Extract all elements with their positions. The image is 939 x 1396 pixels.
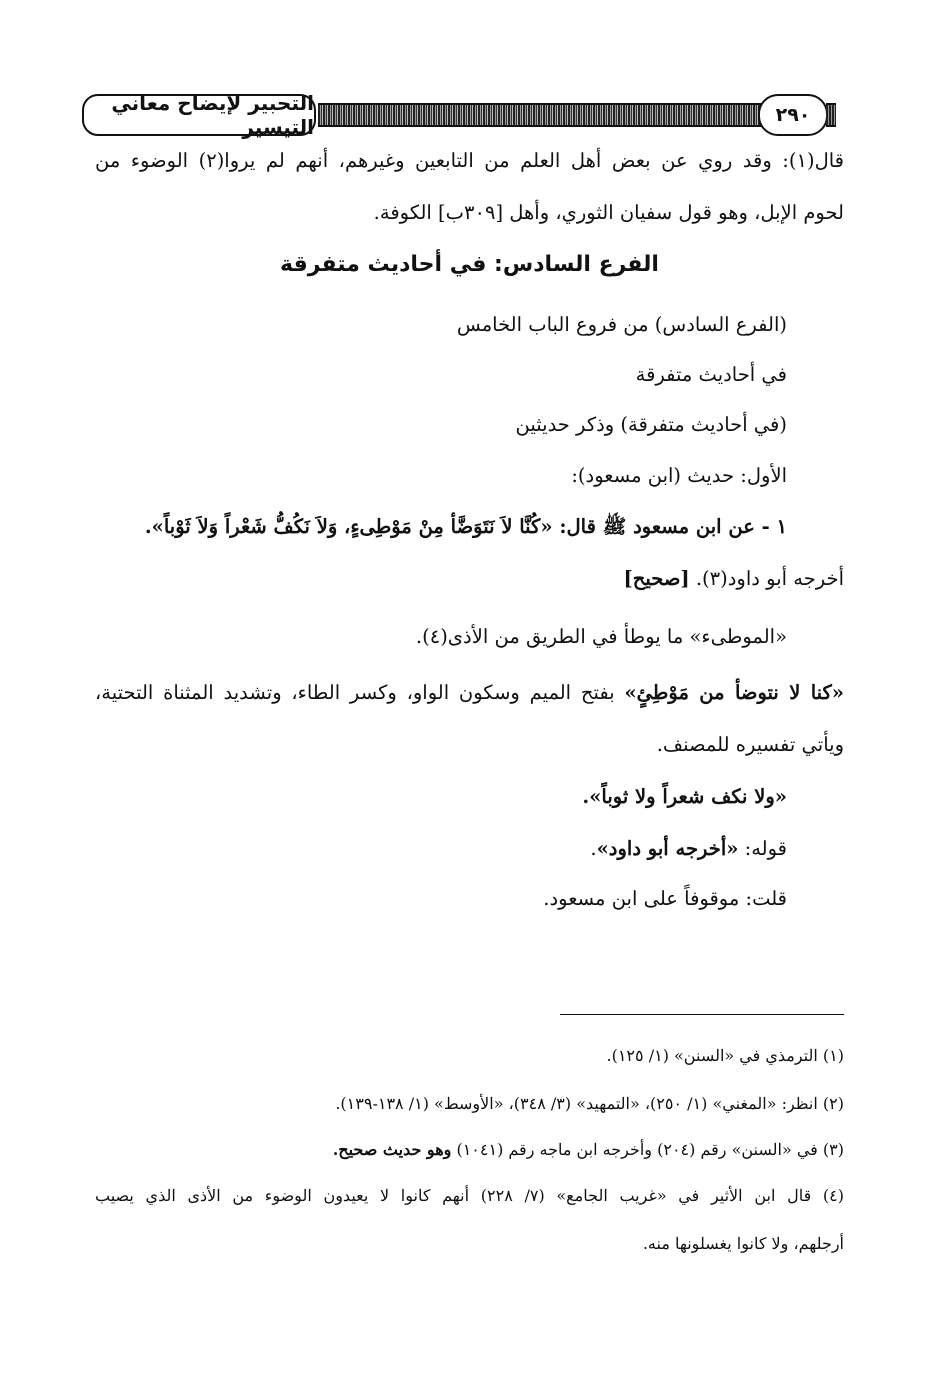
takhrij-line [624,566,844,591]
quoted-phrase: «أخرجه أبو داود» [596,837,739,860]
book-title: التحبير لإيضاح معاني التيسير [82,94,316,136]
paragraph-line: في أحاديث متفرقة [635,363,787,386]
period: . [590,837,597,860]
header-rule-tail [826,103,836,127]
paragraph-line: قلت: موقوفاً على ابن مسعود. [543,887,787,910]
footnote-4: (٤) قال ابن الأثير في «غريب الجامع» (٧/ ٢٢٨) أنهم كانوا لا يعيدون الوضوء من الأذى الذي يصيب [95,1186,844,1205]
qawluh-label: قوله: [738,837,787,860]
footnote-1: (١) الترمذي في «السنن» (١/ ١٢٥). [606,1046,844,1065]
footnote-separator [560,1014,844,1015]
paragraph-line: (الفرع السادس) من فروع الباب الخامس [456,313,787,336]
grade-label: [صحيح] [623,567,690,590]
footnote-2: (٢) انظر: «المغني» (١/ ٢٥٠)، «التمهيد» (٣/ ٣٤٨)، «الأوسط» (١/ ١٣٨-١٣٩). [335,1094,844,1113]
paragraph-line: لحوم الإبل، وهو قول سفيان الثوري، وأهل [٣٠٩ب] الكوفة. [373,201,844,224]
section-heading: الفرع السادس: في أحاديث متفرقة [280,252,659,277]
quoted-phrase: «ولا نكف شعراً ولا ثوباً». [582,785,787,808]
paragraph-line: (في أحاديث متفرقة) وذكر حديثين [515,413,787,436]
takhrij-text: أخرجه أبو داود(٣). [689,567,844,590]
header-rule [318,103,768,127]
explanation-line [95,680,844,705]
page-number: ٢٩٠ [758,94,828,136]
footnote-text: (٣) في «السنن» رقم (٢٠٤) وأخرجه ابن ماجه رقم (١٠٤١) [451,1140,844,1159]
paragraph-line [590,836,787,861]
footnote-grade: وهو حديث صحيح. [332,1140,452,1159]
definition-line: «الموطىء» ما يوطأ في الطريق من الأذى(٤). [415,625,787,648]
paragraph-line: الأول: حديث (ابن مسعود): [571,464,787,487]
page-header [86,91,836,139]
explanation-text: بفتح الميم وسكون الواو، وكسر الطاء، وتشديد المثناة التحتية، [95,681,625,704]
footnote-4-continued: أرجلهم، ولا كانوا يغسلونها منه. [642,1234,844,1253]
hadith-text: ١ - عن ابن مسعود ﷺ قال: «كُنَّا لاَ نَتَوَضَّأ مِنْ مَوْطِىءٍ، وَلاَ نَكُفُّ شَعْراً وَلاَ ثَوْباً». [144,515,787,538]
paragraph-line: ويأتي تفسيره للمصنف. [656,733,844,756]
footnote-3 [333,1140,844,1161]
quoted-phrase: «كنا لا نتوضأ من مَوْطِئٍ» [624,681,844,704]
paragraph-line: قال(١): وقد روي عن بعض أهل العلم من التابعين وغيرهم، أنهم لم يروا(٢) الوضوء من [95,149,845,172]
